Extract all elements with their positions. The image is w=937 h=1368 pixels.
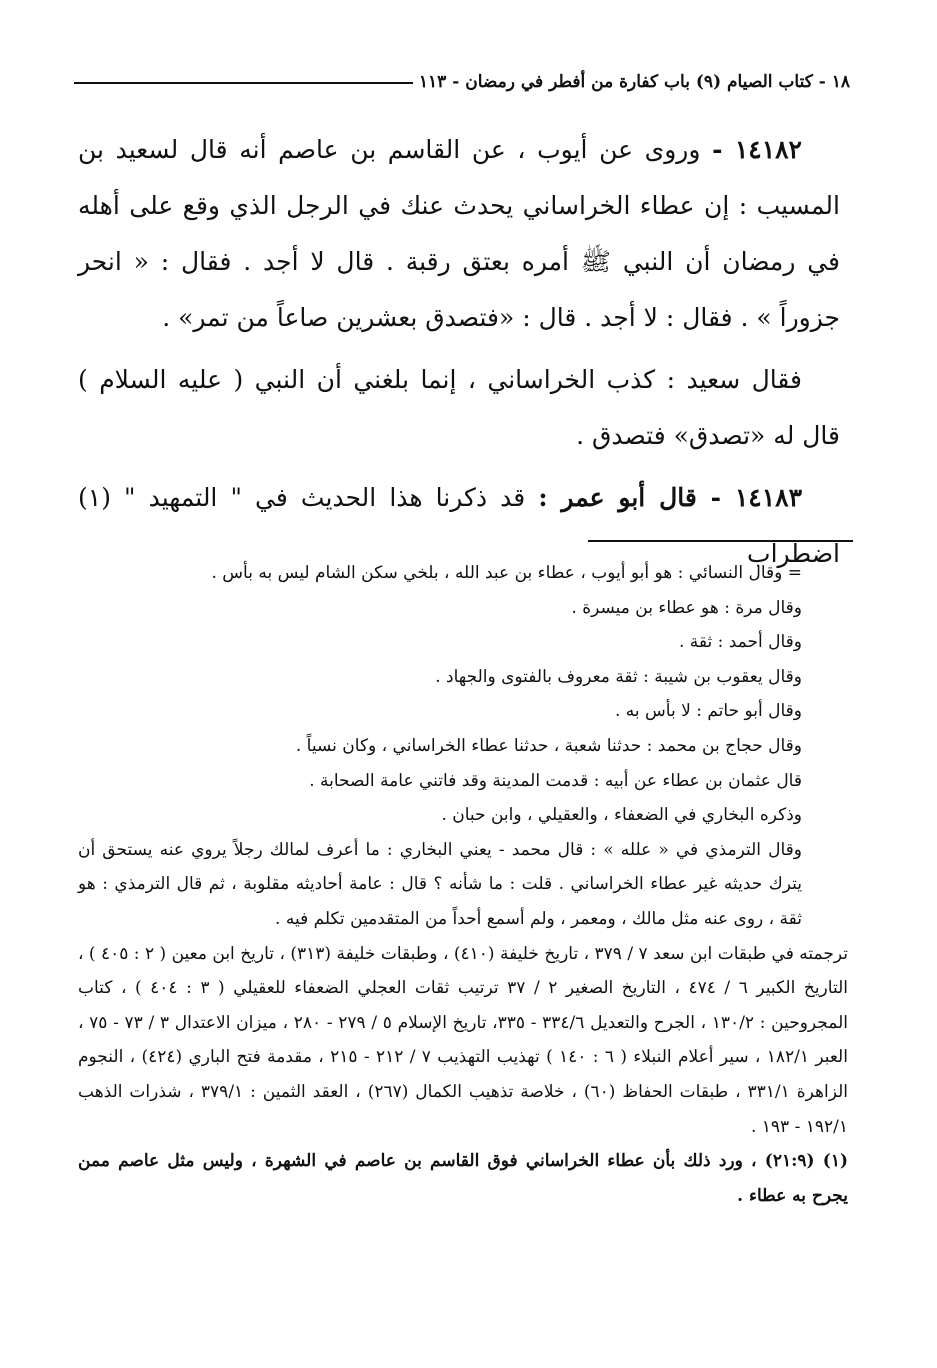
footnote-line: قال عثمان بن عطاء عن أبيه : قدمت المدينة وقد فاتني عامة الصحابة . xyxy=(309,770,802,791)
header-rule xyxy=(74,82,413,84)
footnotes xyxy=(78,556,848,1213)
footnote-line: وذكره البخاري في الضعفاء ، والعقيلي ، وابن حبان . xyxy=(441,805,802,826)
footnote-line: = وقال النسائي : هو أبو أيوب ، عطاء بن عبد الله ، بلخي سكن الشام ليس به بأس . xyxy=(211,563,802,583)
footnote-tirmidhi: وقال الترمذي في « علله » : قال محمد - يعني البخاري : ما أعرف لمالك رجلاً يروي عنه يستحق أن يترك حديثه غير عطاء الخراساني . قلت : ما شأنه ؟ قال : عامة أحاديثه مقلوبة ، ثم قال الترمذي : هو ثقة ، روى عنه مثل مالك ، ومعمر ، ولم أسمع أحداً من المتقدمين تكلم فيه . xyxy=(78,839,802,929)
hadith-number: ١٤١٨٣ - قال أبو عمر : xyxy=(538,483,802,512)
main-text xyxy=(78,122,840,588)
footnote-line: وقال مرة : هو عطاء بن ميسرة . xyxy=(571,597,802,618)
footnote-biography: ترجمته في طبقات ابن سعد ٧ / ٣٧٩ ، تاريخ خليفة (٤١٠) ، وطبقات خليفة (٣١٣) ، تاريخ ابن معين ( ٢ : ٤٠٥ ) ، التاريخ الكبير ٦ / ٤٧٤ ، التاريخ الصغير ٢ / ٣٧ ترتيب ثقات العجلي الضعفاء للعقيلي ( ٣ : ٤٠٤ ) ، كتاب المجروحين : ١٣٠/٢ ، الجرح والتعديل ٣٣٤/٦ - ٣٣٥، تاريخ الإسلام ٥ / ٢٧٩ - ٢٨٠ ، ميزان الاعتدال ٣ / ٧٣ - ٧٥ ، العبر ١٨٢/١ ، سير أعلام النبلاء ( ٦ : ١٤٠ ) تهذيب التهذيب ٧ / ٢١٢ - ٢١٥ ، مقدمة فتح الباري (٤٢٤) ، النجوم الزاهرة ٣٣١/١ ، طبقات الحفاظ (٦٠) ، خلاصة تذهيب الكمال (٢٦٧) ، العقد الثمين : ٣٧٩/١ ، شذرات الذهب ١٩٢/١ - ١٩٣ . xyxy=(78,943,849,1137)
footnote-line: وقال أحمد : ثقة . xyxy=(678,632,802,653)
footnote-line: وقال يعقوب بن شيبة : ثقة معروف بالفتوى والجهاد . xyxy=(435,666,802,687)
hadith-14182 xyxy=(78,122,840,346)
hadith-text: قد ذكرنا هذا الحديث في " التمهيد " (١) اضطراب xyxy=(78,483,840,568)
footnote-line: وقال أبو حاتم : لا بأس به . xyxy=(615,701,802,722)
page-header xyxy=(60,58,850,92)
footnote-line: وقال حجاج بن محمد : حدثنا شعبة ، حدثنا عطاء الخراساني ، وكان نسياً . xyxy=(295,735,802,756)
hadith-continuation xyxy=(78,352,840,464)
running-title: ١٨ - كتاب الصيام (٩) باب كفارة من أفطر في رمضان - ١١٣ xyxy=(418,72,850,92)
footnote-1: (١) (٢١:٩) ، ورد ذلك بأن عطاء الخراساني فوق القاسم بن عاصم في الشهرة ، وليس مثل عاصم ممن يجرح به عطاء . xyxy=(78,1151,848,1206)
footnote-divider xyxy=(588,540,853,542)
hadith-number: ١٤١٨٢ - xyxy=(712,135,802,164)
hadith-text: فقال سعيد : كذب الخراساني ، إنما بلغني أن النبي ( عليه السلام ) قال له «تصدق» فتصدق . xyxy=(78,365,840,450)
hadith-text: وروى عن أيوب ، عن القاسم بن عاصم أنه قال لسعيد بن المسيب : إن عطاء الخراساني يحدث عنك في الرجل الذي وقع على أهله في رمضان أن النبي ﷺ أمره بعتق رقبة . قال لا أجد . فقال : « انحر جزوراً » . فقال : لا أجد . قال : «فتصدق بعشرين صاعاً من تمر» . xyxy=(78,135,840,332)
